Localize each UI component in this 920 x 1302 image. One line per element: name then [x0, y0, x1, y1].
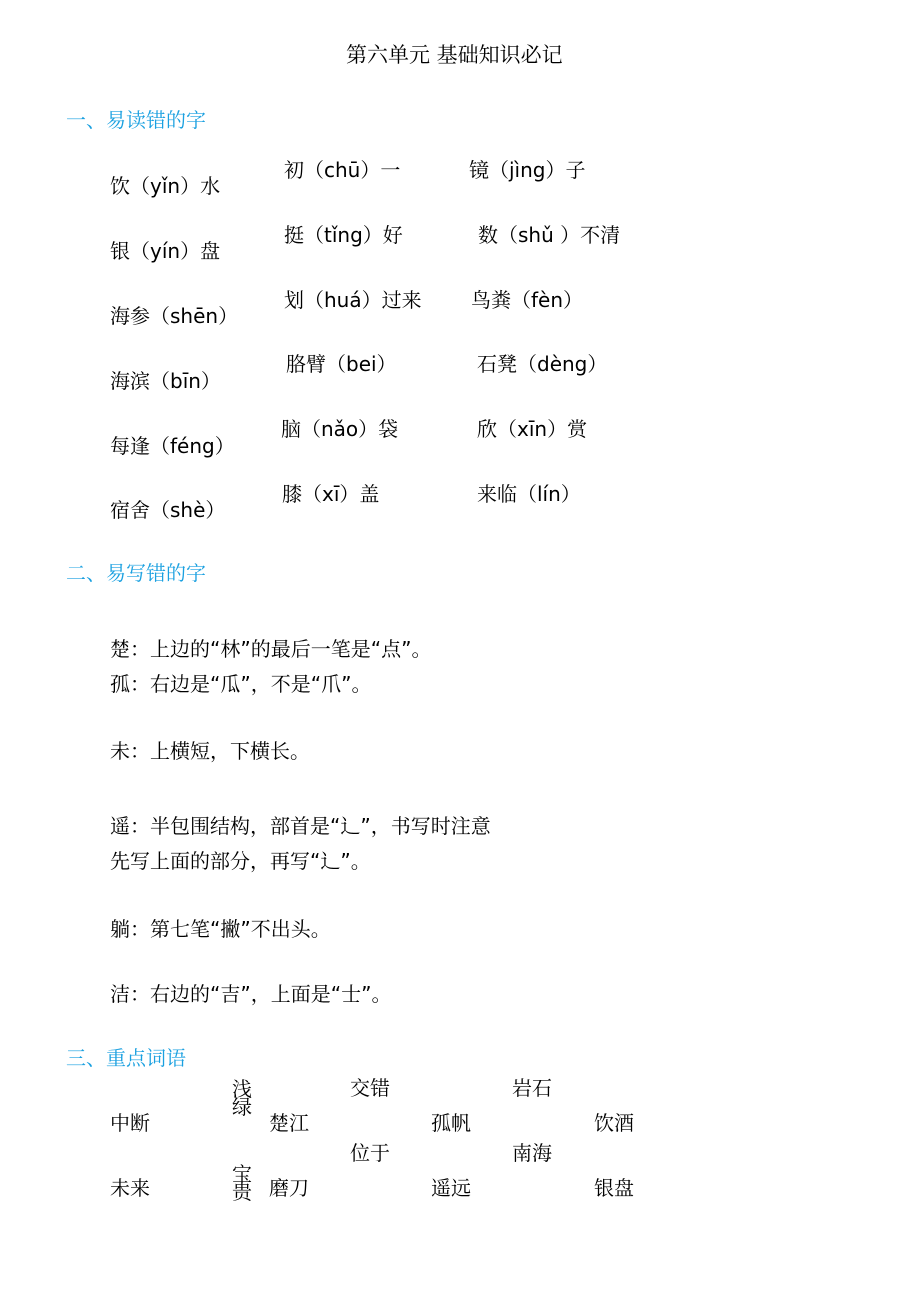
key-word-vertical	[231, 1077, 253, 1119]
misread-word: 数（shǔ ）不清	[478, 223, 621, 247]
key-word: 未来	[110, 1176, 150, 1200]
key-word: 孤帆	[431, 1111, 471, 1135]
key-word: 银盘	[594, 1176, 634, 1200]
misread-word: 银（yín）盘	[110, 239, 221, 263]
key-word: 交错	[350, 1076, 390, 1100]
key-word-char: 宝	[232, 1162, 252, 1186]
key-word-char: 绿	[232, 1095, 252, 1119]
key-word: 磨刀	[269, 1176, 309, 1200]
key-word: 中断	[110, 1111, 150, 1135]
page-title: 第六单元 基础知识必记	[346, 43, 563, 67]
key-word: 遥远	[431, 1176, 471, 1200]
writing-note: 未：上横短，下横长。	[110, 739, 310, 763]
section-heading-easy-miswrite: 二、易写错的字	[66, 561, 206, 585]
misread-word: 胳臂（bei）	[286, 352, 397, 376]
key-word: 岩石	[512, 1076, 552, 1100]
misread-word: 饮（yǐn）水	[110, 174, 221, 198]
misread-word: 划（huá）过来	[284, 288, 422, 312]
key-word-char: 贵	[232, 1180, 252, 1204]
misread-word: 挺（tǐng）好	[284, 223, 403, 247]
misread-word: 石凳（dèng）	[477, 352, 608, 376]
writing-note: 孤：右边是“瓜”，不是“爪”。	[110, 672, 372, 696]
key-word: 楚江	[269, 1111, 309, 1135]
writing-note: 洁：右边的“吉”，上面是“士”。	[110, 982, 392, 1006]
writing-note: 躺：第七笔“撇”不出头。	[110, 917, 331, 941]
misread-word: 膝（xī）盖	[282, 482, 380, 506]
key-word: 位于	[350, 1141, 390, 1165]
misread-word: 鸟粪（fèn）	[471, 288, 584, 312]
misread-word: 宿舍（shè）	[110, 498, 226, 522]
section-heading-key-words: 三、重点词语	[66, 1046, 186, 1070]
key-word: 饮酒	[594, 1111, 634, 1135]
misread-word: 海参（shēn）	[110, 304, 239, 328]
misread-word: 海滨（bīn）	[110, 369, 221, 393]
misread-word: 每逢（féng）	[110, 434, 235, 458]
writing-note: 楚：上边的“林”的最后一笔是“点”。	[110, 637, 432, 661]
misread-word: 镜（jìng）子	[469, 158, 586, 182]
writing-note: 先写上面的部分，再写“辶”。	[110, 849, 371, 873]
misread-word: 来临（lín）	[477, 482, 581, 506]
misread-word: 初（chū）一	[284, 158, 401, 182]
section-heading-easy-misread: 一、易读错的字	[66, 108, 206, 132]
key-word-char: 浅	[232, 1077, 252, 1101]
writing-note: 遥：半包围结构，部首是“辶”，书写时注意	[110, 814, 491, 838]
key-word: 南海	[512, 1141, 552, 1165]
key-word-vertical	[231, 1162, 253, 1204]
misread-word: 欣（xīn）赏	[477, 417, 588, 441]
misread-word: 脑（nǎo）袋	[281, 417, 399, 441]
